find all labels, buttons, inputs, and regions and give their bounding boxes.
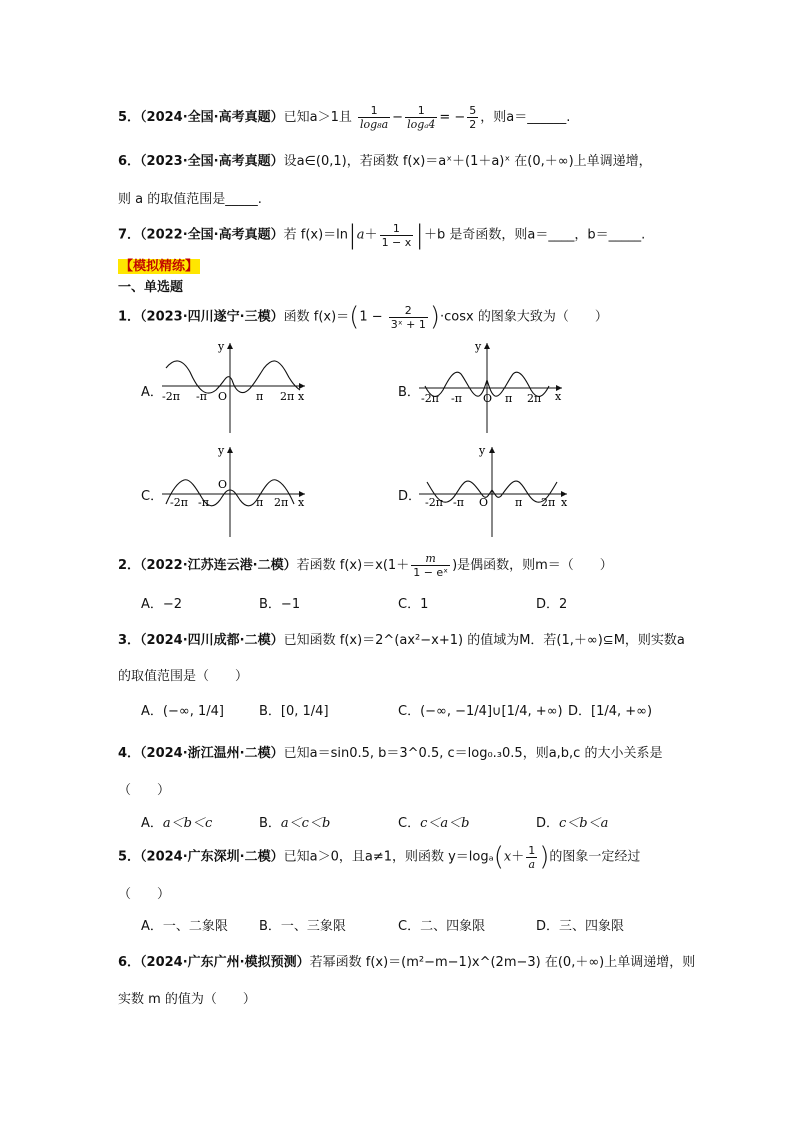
question-source: （2024·四川成都·二模） <box>140 633 284 648</box>
question-3-line2: 的取值范围是（ ） <box>118 669 249 684</box>
origin-label: O <box>483 392 493 405</box>
y-axis-label: y <box>479 444 486 457</box>
question-tail: ＋b 是奇函数，则a＝____，b＝_____. <box>424 227 646 243</box>
question-text: 已知函数 f(x)＝2^(ax²−x+1) 的值域为M．若(1,＋∞)⊆M，则实数a <box>283 633 685 648</box>
question-text: 若 f(x)＝ln <box>283 227 349 243</box>
option-d[interactable]: D．[1/4, +∞) <box>568 704 653 719</box>
question-tail: ，则a＝______. <box>480 110 571 125</box>
question-3 <box>118 629 685 648</box>
option-a[interactable]: A．−2 <box>141 597 183 612</box>
option-b-label[interactable]: B． <box>398 385 420 400</box>
x-axis-label: x <box>555 390 562 403</box>
option-d[interactable]: D．c＜b＜a <box>536 816 609 831</box>
origin-label: O <box>479 496 489 509</box>
option-b[interactable]: B．一、三象限 <box>259 919 346 934</box>
fraction: $\frac{1}{a}$ <box>528 843 536 871</box>
tick-label: -2π <box>421 392 439 405</box>
x-axis-label: x <box>298 496 305 509</box>
question-number: 5． <box>118 849 141 865</box>
fraction: $\frac{2}{\text{3ˣ + 1}}$ <box>390 303 426 331</box>
option-c[interactable]: C．(−∞, −1/4]∪[1/4, +∞) <box>398 704 563 719</box>
question-source: （2024·浙江温州·二模） <box>140 746 284 761</box>
x-axis-label: x <box>298 390 305 403</box>
option-c-label[interactable]: C． <box>141 489 164 504</box>
question-text: 若幂函数 f(x)＝(m²−m−1)x^(2m−3) 在(0,＋∞)上单调递增，则 <box>309 955 696 970</box>
question-number: 6． <box>118 154 141 169</box>
question-text: 已知a＞0，且a≠1，则函数 y＝logₐ <box>283 849 494 865</box>
fraction: $\frac{m}{\text{1 − eˣ}}$ <box>413 552 449 579</box>
tick-label: -π <box>451 392 462 405</box>
section-title: 一、单选题 <box>118 280 184 295</box>
question-text: 若函数 f(x)＝x(1＋ <box>296 558 410 573</box>
y-axis-label: y <box>218 340 225 353</box>
graph-d[interactable] <box>417 444 572 539</box>
question-5-line2: （ ） <box>118 887 171 902</box>
question-4 <box>118 742 662 761</box>
fraction: $\frac{1}{\text{log₈a}}$ <box>360 104 389 131</box>
tick-label: -π <box>453 496 464 509</box>
recap-7: 7．（2022·全国·高考真题）若 f(x)＝ln|a＋ $\frac{1}{1 - x}$ |＋b 是奇函数，则a＝____，b＝_____. <box>118 220 646 250</box>
option-d[interactable]: D．2 <box>536 597 568 612</box>
tick-label: -2π <box>170 496 188 509</box>
option-a[interactable]: A．a＜b＜c <box>141 816 213 831</box>
option-c[interactable]: C．二、四象限 <box>398 919 486 934</box>
question-1: 1．（2023·四川遂宁·三模）函数 f(x)＝(1 − $\frac{2}{\text{3ˣ + 1}}$ )·cosx 的图象大致为（ ） <box>118 302 608 332</box>
tick-label: -2π <box>425 496 443 509</box>
tick-label: 2π <box>541 496 556 509</box>
option-a[interactable]: A．(−∞, 1/4] <box>141 704 224 719</box>
tick-label: -π <box>198 496 209 509</box>
question-source: （2023·全国·高考真题） <box>140 154 284 169</box>
y-axis-label: y <box>218 444 225 457</box>
recap-6-line2: 则 a 的取值范围是_____. <box>118 192 262 207</box>
question-number: 5． <box>118 110 141 125</box>
fraction: $\frac{1}{\text{logₐ4}}$ <box>407 104 436 131</box>
origin-label: O <box>218 478 228 491</box>
question-source: （2022·江苏连云港·二模） <box>140 558 297 573</box>
tick-label: 2π <box>274 496 289 509</box>
recap-6 <box>118 150 652 169</box>
question-6 <box>118 951 695 970</box>
fraction: $\frac{5}{2}$ <box>469 104 477 131</box>
question-2 <box>118 552 613 579</box>
graph-c[interactable] <box>160 444 310 539</box>
option-a[interactable]: A．一、二象限 <box>141 919 228 934</box>
tick-label: π <box>515 496 523 509</box>
question-tail: ·cosx 的图象大致为（ ） <box>440 309 608 325</box>
question-6-line2: 实数 m 的值为（ ） <box>118 992 256 1007</box>
question-text: 已知a＝sin0.5, b＝3^0.5, c＝log₀.₃0.5，则a,b,c 的大小关系是 <box>283 746 663 761</box>
origin-label: O <box>218 390 228 403</box>
option-d[interactable]: D．三、四象限 <box>536 919 625 934</box>
question-number: 3． <box>118 633 141 648</box>
question-source: （2023·四川遂宁·三模） <box>140 309 284 325</box>
y-axis-label: y <box>475 340 482 353</box>
tick-label: 2π <box>527 392 542 405</box>
option-b[interactable]: B．[0, 1/4] <box>259 704 329 719</box>
x-axis-label: x <box>561 496 568 509</box>
option-d-label[interactable]: D． <box>398 489 422 504</box>
tick-label: 2π <box>280 390 295 403</box>
tick-label: π <box>256 496 264 509</box>
question-source: （2022·全国·高考真题） <box>140 227 284 243</box>
question-number: 1． <box>118 309 141 325</box>
question-text: 函数 f(x)＝ <box>283 309 350 325</box>
question-source: （2024·广东深圳·二模） <box>140 849 284 865</box>
tick-label: π <box>256 390 264 403</box>
question-tail: 的图象一定经过 <box>549 849 641 865</box>
option-b[interactable]: B．−1 <box>259 597 301 612</box>
option-c[interactable]: C．c＜a＜b <box>398 816 470 831</box>
question-number: 4． <box>118 746 141 761</box>
graph-a[interactable] <box>160 340 310 435</box>
question-text: 已知a＞1且 <box>283 110 352 125</box>
section-tag: 【模拟精练】 <box>120 259 199 274</box>
option-c[interactable]: C．1 <box>398 597 429 612</box>
question-number: 6． <box>118 955 141 970</box>
question-number: 7． <box>118 227 141 243</box>
tick-label: -2π <box>162 390 180 403</box>
question-source: （2024·广东广州·模拟预测） <box>140 955 310 970</box>
option-b[interactable]: B．a＜c＜b <box>259 816 331 831</box>
graph-b[interactable] <box>417 340 567 435</box>
option-a-label[interactable]: A． <box>141 385 163 400</box>
question-number: 2． <box>118 558 141 573</box>
question-5: 5．（2024·广东深圳·二模）已知a＞0，且a≠1，则函数 y＝logₐ(x＋ $\frac{1}{a}$ )的图象一定经过 <box>118 842 641 872</box>
tick-label: -π <box>196 390 207 403</box>
question-tail: )是偶函数，则m＝（ ） <box>452 558 613 573</box>
tick-label: π <box>505 392 513 405</box>
question-text: 设a∈(0,1)，若函数 f(x)＝aˣ＋(1＋a)ˣ 在(0,＋∞)上单调递增， <box>283 154 652 169</box>
fraction: $\frac{1}{1 - x}$ <box>381 221 412 249</box>
recap-5: 5．（2024·全国·高考真题）已知a＞1且 $\frac{1}{\text{log₈a}}$ − $\frac{1}{\text{logₐ4}}$ = − $\frac{5}{2}$ ，则a＝______. <box>118 104 571 131</box>
question-source: （2024·全国·高考真题） <box>140 110 284 125</box>
question-4-line2: （ ） <box>118 783 171 798</box>
